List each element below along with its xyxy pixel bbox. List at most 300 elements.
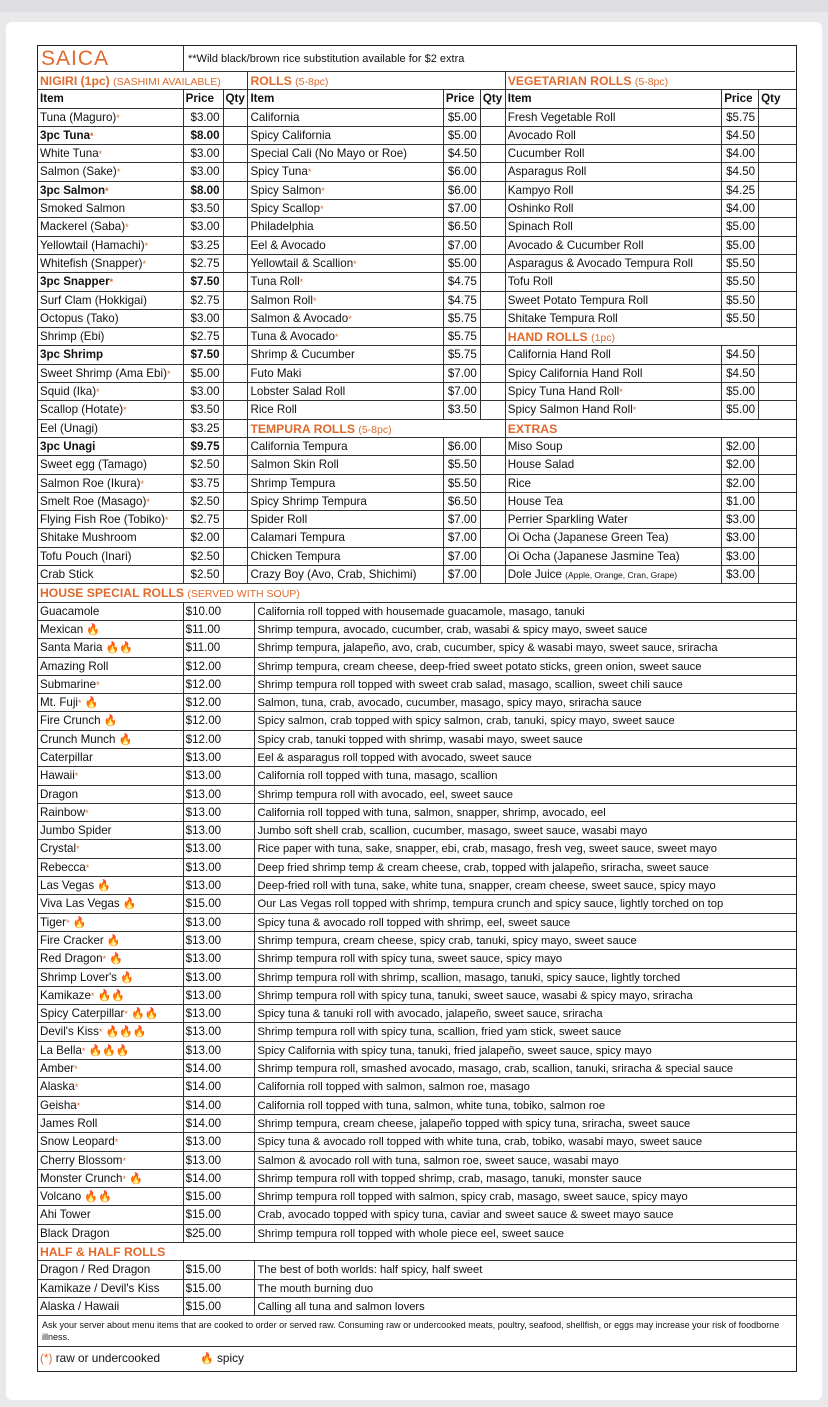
house_rolls-description: Shrimp tempura roll with spicy tuna, scallion, fried yam stick, sweet sauce	[255, 1023, 796, 1041]
nigiri-qty-field[interactable]	[224, 548, 249, 566]
raw-marker: *	[122, 1173, 126, 1184]
nigiri-item-price: $2.00	[184, 529, 224, 547]
item-name: Futo Maki	[250, 366, 302, 380]
nigiri-qty-field[interactable]	[224, 456, 249, 474]
item-name: Spinach Roll	[507, 220, 573, 234]
item-name: 3pc Tuna	[40, 128, 91, 142]
roll-item-price: $6.00	[444, 182, 481, 200]
raw-marker: *	[146, 496, 150, 507]
roll-qty-field[interactable]	[481, 200, 506, 218]
nigiri-qty-field[interactable]	[224, 145, 249, 163]
nigiri-item-price: $2.75	[184, 255, 224, 273]
veg-item-price: $5.00	[722, 401, 759, 419]
veg-item-price: $4.50	[722, 127, 759, 145]
nigiri-item-name	[38, 475, 184, 493]
veg-qty-field[interactable]	[759, 182, 796, 200]
roll-name: Ahi Tower	[40, 1208, 91, 1222]
item-name: Shitake Tempura Roll	[507, 311, 618, 325]
roll-item-price: $4.75	[444, 292, 481, 310]
nigiri-item-price: $3.00	[184, 109, 224, 127]
raw-marker: *	[144, 240, 149, 251]
raw-marker: *	[166, 368, 171, 379]
roll-qty-field[interactable]	[481, 401, 506, 419]
house_rolls-price: $13.00	[184, 1023, 256, 1041]
house_rolls-description: Spicy crab, tanuki topped with shrimp, wasabi mayo, sweet sauce	[255, 731, 796, 749]
item-name: Salmon Roll	[250, 293, 313, 307]
house_rolls-name	[38, 914, 184, 932]
veg-item-name	[506, 182, 722, 200]
house_rolls-name	[38, 639, 184, 657]
half_rolls-price: $15.00	[184, 1298, 256, 1316]
item-name: Special Cali (No Mayo or Roe)	[250, 147, 408, 161]
roll-qty-field[interactable]	[481, 127, 506, 145]
roll-qty-field[interactable]	[481, 511, 506, 529]
veg-qty-field[interactable]	[759, 109, 796, 127]
item-name: Shitake Mushroom	[40, 531, 137, 545]
raw-marker: *	[98, 149, 103, 160]
house_rolls-row	[38, 712, 796, 730]
house_rolls-description: Shrimp tempura roll with spicy tuna, tanuki, sweet sauce, wasabi & spicy mayo, sriracha	[255, 987, 796, 1005]
roll-qty-field[interactable]	[481, 566, 506, 584]
section-title: EXTRAS	[507, 421, 558, 436]
veg-item-price: $5.50	[722, 255, 759, 273]
item-name: Spicy California	[250, 128, 331, 142]
veg-item-price: $2.00	[722, 438, 759, 456]
roll-qty-field[interactable]	[481, 182, 506, 200]
house_rolls-name	[38, 731, 184, 749]
roll-qty-field[interactable]	[481, 310, 506, 328]
section-subtitle: (1pc)	[591, 332, 616, 345]
nigiri-qty-field[interactable]	[224, 401, 249, 419]
item-name: White Tuna	[40, 147, 99, 161]
fire-icon: 🔥	[106, 953, 123, 966]
nigiri-item-price: $2.50	[184, 566, 224, 584]
nigiri-qty-field[interactable]	[224, 346, 249, 364]
roll-item-price: $5.00	[444, 109, 481, 127]
veg-item-name	[506, 163, 722, 181]
roll-item-price: $3.50	[444, 401, 481, 419]
nigiri-qty-field[interactable]	[224, 273, 249, 291]
roll-item-price: $7.00	[444, 548, 481, 566]
roll-item-price: $7.00	[444, 237, 481, 255]
house_rolls-description: California roll topped with tuna, salmon, white tuna, tobiko, salmon roe	[255, 1097, 796, 1115]
veg-qty-field[interactable]	[759, 255, 796, 273]
house_rolls-price: $11.00	[184, 639, 256, 657]
nigiri-item-price: $3.00	[184, 163, 224, 181]
nigiri-qty-field[interactable]	[224, 237, 249, 255]
nigiri-qty-field[interactable]	[224, 529, 249, 547]
nigiri-qty-field[interactable]	[224, 163, 249, 181]
roll-item-name	[248, 493, 443, 511]
roll-qty-field[interactable]	[481, 292, 506, 310]
roll-item-name	[248, 127, 443, 145]
house_rolls-description: Shrimp tempura, jalapeño, avo, crab, cucumber, spicy & wasabi mayo, sweet sauce, sriracha	[255, 639, 796, 657]
house_rolls-description: Shrimp tempura, cream cheese, spicy crab, tanuki, spicy mayo, sweet sauce	[255, 932, 796, 950]
house_rolls-description: California roll topped with salmon, salmon roe, masago	[255, 1078, 796, 1096]
col-price: Price	[444, 90, 481, 108]
veg-item-name	[506, 127, 722, 145]
nigiri-item-name	[38, 200, 184, 218]
roll-item-name	[248, 328, 443, 346]
roll-qty-field[interactable]	[481, 346, 506, 364]
nigiri-qty-field[interactable]	[224, 109, 249, 127]
roll-item-price: $5.50	[444, 475, 481, 493]
roll-name: Submarine	[40, 677, 97, 691]
veg-qty-field[interactable]	[759, 145, 796, 163]
roll-qty-field[interactable]	[481, 237, 506, 255]
item-name: Spicy Tuna Hand Roll	[507, 385, 620, 399]
house_rolls-row	[38, 639, 796, 657]
roll-name: Dragon	[40, 787, 79, 801]
hand-header	[506, 328, 796, 346]
roll-name: Guacamole	[40, 604, 100, 618]
veg-qty-field[interactable]	[759, 346, 796, 364]
roll-item-price: $6.50	[444, 493, 481, 511]
menu-row	[38, 456, 796, 474]
nigiri-item-price: $2.75	[184, 292, 224, 310]
veg-qty-field[interactable]	[759, 456, 796, 474]
nigiri-item-price: $3.75	[184, 475, 224, 493]
section-title: TEMPURA ROLLS	[250, 421, 355, 436]
veg-qty-field[interactable]	[759, 566, 796, 584]
item-name: Squid (Ika)	[40, 385, 97, 399]
house-special-header: HOUSE SPECIAL ROLLS (SERVED WITH SOUP)	[38, 584, 796, 602]
house_rolls-price: $13.00	[184, 749, 256, 767]
veg-item-name	[506, 200, 722, 218]
house_rolls-row	[38, 840, 796, 858]
raw-marker: *	[96, 387, 100, 398]
house_rolls-price: $12.00	[184, 731, 256, 749]
nigiri-qty-field[interactable]	[224, 127, 249, 145]
house_rolls-description: Spicy California with spicy tuna, tanuki, fried jalapeño, sweet sauce, spicy mayo	[255, 1042, 796, 1060]
nigiri-item-name	[38, 292, 184, 310]
roll-name: Fire Crunch	[40, 714, 101, 728]
menu-row	[38, 420, 796, 438]
half_rolls-name	[38, 1298, 184, 1316]
nigiri-item-name	[38, 145, 184, 163]
house_rolls-row	[38, 676, 796, 694]
veg-item-price: $4.50	[722, 163, 759, 181]
roll-qty-field[interactable]	[481, 218, 506, 236]
nigiri-qty-field[interactable]	[224, 566, 249, 584]
veg-qty-field[interactable]	[759, 273, 796, 291]
veg-qty-field[interactable]	[759, 365, 796, 383]
house_rolls-row	[38, 694, 796, 712]
legend-spicy: 🔥 spicy	[200, 1351, 244, 1366]
veg-qty-field[interactable]	[759, 529, 796, 547]
house_rolls-description: Rice paper with tuna, sake, snapper, ebi, crab, masago, fresh veg, sweet sauce, sweet mayo	[255, 840, 796, 858]
roll-qty-field[interactable]	[481, 529, 506, 547]
house_rolls-price: $13.00	[184, 1152, 256, 1170]
house_rolls-name	[38, 877, 184, 895]
menu-row	[38, 109, 796, 127]
house_rolls-name	[38, 1115, 184, 1133]
roll-name: Rainbow	[40, 805, 86, 819]
house_rolls-price: $12.00	[184, 694, 256, 712]
raw-marker: *	[353, 258, 357, 269]
half_rolls-row	[38, 1298, 796, 1316]
roll-qty-field[interactable]	[481, 163, 506, 181]
raw-marker: *	[125, 222, 129, 233]
veg-qty-field[interactable]	[759, 383, 796, 401]
tempura-header	[248, 420, 505, 438]
item-name: Spicy Tuna	[250, 165, 308, 179]
fire-icon: 🔥	[100, 715, 118, 728]
house_rolls-name	[38, 1225, 184, 1243]
roll-item-name	[248, 163, 443, 181]
nigiri-item-name	[38, 420, 184, 438]
roll-name: Rebecca	[40, 860, 86, 874]
house_rolls-price: $14.00	[184, 1078, 256, 1096]
roll-item-price: $5.00	[444, 127, 481, 145]
col-item: Item	[506, 90, 722, 108]
veg-item-name	[506, 218, 722, 236]
raw-marker: *	[74, 1082, 79, 1093]
item-name: Spicy California Hand Roll	[507, 366, 643, 380]
house_rolls-price: $13.00	[184, 877, 256, 895]
raw-marker: *	[74, 771, 79, 782]
house_rolls-row	[38, 658, 796, 676]
veg-qty-field[interactable]	[759, 163, 796, 181]
item-name: Tuna & Avocado	[250, 330, 335, 344]
nigiri-item-name	[38, 529, 184, 547]
roll-item-price: $4.50	[444, 145, 481, 163]
menu-row	[38, 566, 796, 584]
roll-item-price: $7.00	[444, 511, 481, 529]
roll-qty-field[interactable]	[481, 548, 506, 566]
item-name: Crazy Boy (Avo, Crab, Shichimi)	[250, 568, 417, 582]
house_rolls-price: $12.00	[184, 712, 256, 730]
menu-row	[38, 401, 796, 419]
nigiri-item-price: $3.00	[184, 145, 224, 163]
roll-qty-field[interactable]	[481, 273, 506, 291]
nigiri-qty-field[interactable]	[224, 420, 249, 438]
roll-item-name	[248, 218, 443, 236]
roll-qty-field[interactable]	[481, 456, 506, 474]
nigiri-item-price: $8.00	[184, 127, 224, 145]
fire-icon: 🔥	[103, 934, 121, 947]
house_rolls-row	[38, 969, 796, 987]
house_rolls-description: Shrimp tempura, cream cheese, deep-fried sweet potato sticks, green onion, sweet sauce	[255, 658, 796, 676]
item-name: Spicy Shrimp Tempura	[250, 494, 367, 508]
item-name: Tuna (Maguro)	[40, 110, 117, 124]
house_rolls-price: $13.00	[184, 822, 256, 840]
fire-icon: 🔥🔥🔥	[85, 1044, 130, 1057]
veg-item-name	[506, 273, 722, 291]
nigiri-item-name	[38, 566, 184, 584]
fire-icon: 🔥🔥	[127, 1008, 159, 1021]
house_rolls-description: Shrimp tempura roll with shrimp, scallion, masago, tanuki, spicy sauce, lightly torched	[255, 969, 796, 987]
veg-qty-field[interactable]	[759, 511, 796, 529]
veg-item-price: $4.25	[722, 182, 759, 200]
roll-qty-field[interactable]	[481, 109, 506, 127]
item-name: Octopus (Tako)	[40, 311, 119, 325]
roll-item-name	[248, 346, 443, 364]
raw-marker: *	[123, 405, 127, 416]
raw-marker: *	[98, 1027, 103, 1038]
raw-marker: *	[102, 954, 107, 965]
nigiri-qty-field[interactable]	[224, 255, 249, 273]
veg-qty-field[interactable]	[759, 218, 796, 236]
raw-marker: *	[85, 862, 90, 873]
veg-qty-field[interactable]	[759, 475, 796, 493]
nigiri-qty-field[interactable]	[224, 182, 249, 200]
nigiri-item-price: $7.50	[184, 346, 224, 364]
nigiri-qty-field[interactable]	[224, 200, 249, 218]
nigiri-item-name	[38, 383, 184, 401]
roll-qty-field[interactable]	[481, 493, 506, 511]
veg-qty-field[interactable]	[759, 493, 796, 511]
menu-table	[37, 45, 797, 1372]
raw-marker: *	[76, 844, 80, 855]
roll-name: Tiger	[40, 915, 66, 929]
roll-name: Mt. Fuji	[40, 696, 79, 710]
item-name: California Tempura	[250, 439, 348, 453]
house_rolls-row	[38, 767, 796, 785]
veg-qty-field[interactable]	[759, 548, 796, 566]
house_rolls-price: $15.00	[184, 1188, 256, 1206]
house_rolls-price: $15.00	[184, 1206, 256, 1224]
nigiri-item-price: $2.50	[184, 493, 224, 511]
house_rolls-price: $13.00	[184, 859, 256, 877]
roll-name: Fire Cracker	[40, 933, 104, 947]
section-subtitle: (5-8pc)	[358, 423, 392, 436]
nigiri-item-price: $9.75	[184, 438, 224, 456]
roll-item-price: $5.75	[444, 328, 481, 346]
house_rolls-row	[38, 1078, 796, 1096]
roll-name: Las Vegas	[40, 879, 95, 893]
roll-name: Caterpillar	[40, 750, 93, 764]
nigiri-qty-field[interactable]	[224, 292, 249, 310]
roll-name: Snow Leopard	[40, 1135, 115, 1149]
roll-item-price: $5.50	[444, 456, 481, 474]
roll-name: Black Dragon	[40, 1226, 110, 1240]
legend-raw: (*) raw or undercooked	[40, 1351, 160, 1366]
nigiri-item-name	[38, 456, 184, 474]
roll-name: Dragon / Red Dragon	[40, 1263, 151, 1277]
house_rolls-price: $14.00	[184, 1060, 256, 1078]
menu-row	[38, 200, 796, 218]
house_rolls-description: Spicy tuna & avocado roll topped with white tuna, crab, tobiko, wasabi mayo, sweet sauce	[255, 1133, 796, 1151]
raw-marker: *	[76, 1100, 81, 1111]
veg-item-price: $4.50	[722, 365, 759, 383]
item-name: Spicy Salmon Hand Roll	[507, 403, 633, 417]
raw-marker: *	[140, 478, 145, 489]
nigiri-qty-field[interactable]	[224, 365, 249, 383]
veg-qty-field[interactable]	[759, 438, 796, 456]
house_rolls-description: Shrimp tempura roll with spicy tuna, sweet sauce, spicy mayo	[255, 950, 796, 968]
house_rolls-price: $13.00	[184, 840, 256, 858]
roll-qty-field[interactable]	[481, 255, 506, 273]
house_rolls-price: $13.00	[184, 767, 256, 785]
roll-name: Monster Crunch	[40, 1171, 123, 1185]
fire-icon: 🔥	[94, 880, 111, 893]
item-name: Whitefish (Snapper)	[40, 256, 143, 270]
nigiri-qty-field[interactable]	[224, 438, 249, 456]
raw-marker: *	[116, 167, 121, 178]
veg-item-price: $4.50	[722, 346, 759, 364]
nigiri-qty-field[interactable]	[224, 218, 249, 236]
house_rolls-name	[38, 712, 184, 730]
veg-item-price: $2.00	[722, 456, 759, 474]
roll-qty-field[interactable]	[481, 145, 506, 163]
house_rolls-name	[38, 1133, 184, 1151]
house_rolls-description: California roll topped with tuna, masago, scallion	[255, 767, 796, 785]
house_rolls-row	[38, 786, 796, 804]
raw-marker: *	[312, 295, 317, 306]
house_rolls-row	[38, 1005, 796, 1023]
menu-grid	[38, 109, 796, 585]
veg-qty-field[interactable]	[759, 310, 796, 328]
veg-item-price: $5.50	[722, 310, 759, 328]
house_rolls-price: $12.00	[184, 676, 256, 694]
roll-item-name	[248, 511, 443, 529]
roll-item-name	[248, 383, 443, 401]
menu-row	[38, 438, 796, 456]
nigiri-item-price: $2.75	[184, 511, 224, 529]
veg-qty-field[interactable]	[759, 200, 796, 218]
roll-qty-field[interactable]	[481, 438, 506, 456]
nigiri-qty-field[interactable]	[224, 493, 249, 511]
col-item: Item	[248, 90, 443, 108]
extras-header	[506, 420, 796, 438]
raw-marker: *	[165, 515, 169, 526]
roll-item-name	[248, 475, 443, 493]
house_rolls-name	[38, 1152, 184, 1170]
veg-item-price: $5.00	[722, 218, 759, 236]
roll-qty-field[interactable]	[481, 365, 506, 383]
roll-qty-field[interactable]	[481, 328, 506, 346]
menu-row	[38, 365, 796, 383]
roll-name: Jumbo Spider	[40, 824, 112, 838]
veg-qty-field[interactable]	[759, 237, 796, 255]
roll-item-name	[248, 182, 443, 200]
veg-item-name	[506, 237, 722, 255]
item-name: Tuna Roll	[250, 275, 300, 289]
nigiri-qty-field[interactable]	[224, 511, 249, 529]
veg-qty-field[interactable]	[759, 127, 796, 145]
item-name: Kampyo Roll	[507, 183, 574, 197]
item-name: Eel (Unagi)	[40, 421, 98, 435]
house_rolls-name	[38, 932, 184, 950]
half_rolls-name	[38, 1261, 184, 1279]
veg-qty-field[interactable]	[759, 401, 796, 419]
nigiri-qty-field[interactable]	[224, 310, 249, 328]
house_rolls-description: Shrimp tempura, cream cheese, jalapeño topped with spicy tuna, sriracha, sweet sauce	[255, 1115, 796, 1133]
item-name: Avocado & Cucumber Roll	[507, 238, 644, 252]
roll-item-name	[248, 566, 443, 584]
nigiri-qty-field[interactable]	[224, 383, 249, 401]
col-price: Price	[722, 90, 759, 108]
nigiri-header: NIGIRI (1pc) (SASHIMI AVAILABLE)	[38, 72, 248, 90]
house_rolls-description: Spicy salmon, crab topped with spicy salmon, crab, tanuki, spicy mayo, sweet sauce	[255, 712, 796, 730]
house_rolls-price: $14.00	[184, 1170, 256, 1188]
roll-qty-field[interactable]	[481, 383, 506, 401]
footer-note: Ask your server about menu items that are cooked to order or served raw. Consuming raw or undercooked meats, poultry, seafood, shellfish, or eggs may increase your risk of foodborne illness.	[38, 1316, 796, 1347]
roll-item-price: $6.00	[444, 163, 481, 181]
nigiri-qty-field[interactable]	[224, 475, 249, 493]
house_rolls-name	[38, 859, 184, 877]
half_rolls-price: $15.00	[184, 1261, 256, 1279]
roll-name: Red Dragon	[40, 952, 103, 966]
rice-note: **Wild black/brown rice substitution available for $2 extra	[184, 46, 795, 72]
veg-item-price: $4.00	[722, 145, 759, 163]
house_rolls-row	[38, 932, 796, 950]
veg-qty-field[interactable]	[759, 292, 796, 310]
item-name: Shrimp & Cucumber	[250, 348, 355, 362]
roll-qty-field[interactable]	[481, 475, 506, 493]
nigiri-qty-field[interactable]	[224, 328, 249, 346]
